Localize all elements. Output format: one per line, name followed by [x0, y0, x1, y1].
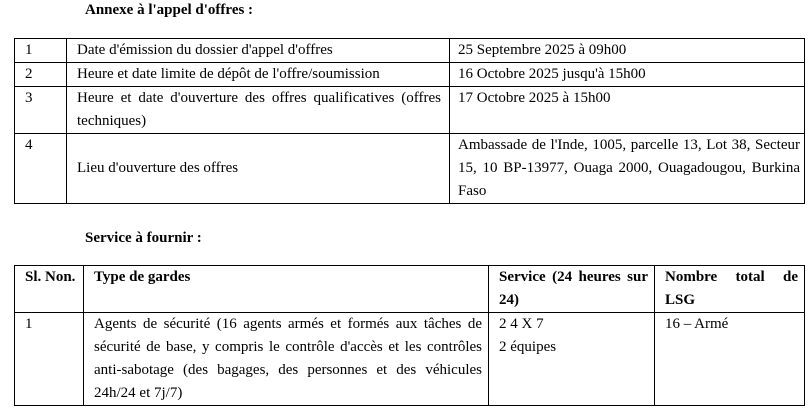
row-number: 3: [15, 87, 67, 134]
service-heading: Service à fournir :: [85, 230, 202, 246]
service-table: [14, 265, 805, 406]
column-header-type: Type de gardes: [84, 266, 489, 313]
annex-table: [14, 38, 805, 204]
row-label: Lieu d'ouverture des offres: [67, 134, 450, 204]
service-teams: 2 équipes: [499, 339, 557, 355]
row-number: 2: [15, 63, 67, 87]
row-number: 1: [15, 39, 67, 63]
table-row: [15, 39, 805, 63]
row-value: 25 Septembre 2025 à 09h00: [450, 39, 805, 63]
row-number: 4: [15, 134, 67, 204]
table-row: [15, 134, 805, 204]
cell-sl: 1: [15, 313, 84, 406]
cell-type: Agents de sécurité (16 agents armés et formés aux tâches de sécurité de base, y compris le contrôle d'accès et les contrôles anti-sabotage (des bagages, des personnes et des véhicules 24h/24 et 7j/7): [84, 313, 489, 406]
row-label: Heure et date limite de dépôt de l'offre/soumission: [67, 63, 450, 87]
row-label: Date d'émission du dossier d'appel d'offres: [67, 39, 450, 63]
service-schedule: 2 4 X 7: [499, 316, 544, 332]
column-header-total: Nombre total de LSG: [655, 266, 805, 313]
cell-service: [489, 313, 655, 406]
column-header-sl: Sl. Non.: [15, 266, 84, 313]
column-header-service: Service (24 heures sur 24): [489, 266, 655, 313]
table-header-row: [15, 266, 805, 313]
row-label: Heure et date d'ouverture des offres qualificatives (offres techniques): [67, 87, 450, 134]
table-row: [15, 87, 805, 134]
table-row: [15, 313, 805, 406]
table-row: [15, 63, 805, 87]
row-value: Ambassade de l'Inde, 1005, parcelle 13, Lot 38, Secteur 15, 10 BP-13977, Ouaga 2000, Ouagadougou, Burkina Faso: [450, 134, 805, 204]
row-value: 16 Octobre 2025 jusqu'à 15h00: [450, 63, 805, 87]
row-value: 17 Octobre 2025 à 15h00: [450, 87, 805, 134]
cell-total: 16 – Armé: [655, 313, 805, 406]
annex-heading: Annexe à l'appel d'offres :: [85, 2, 254, 18]
